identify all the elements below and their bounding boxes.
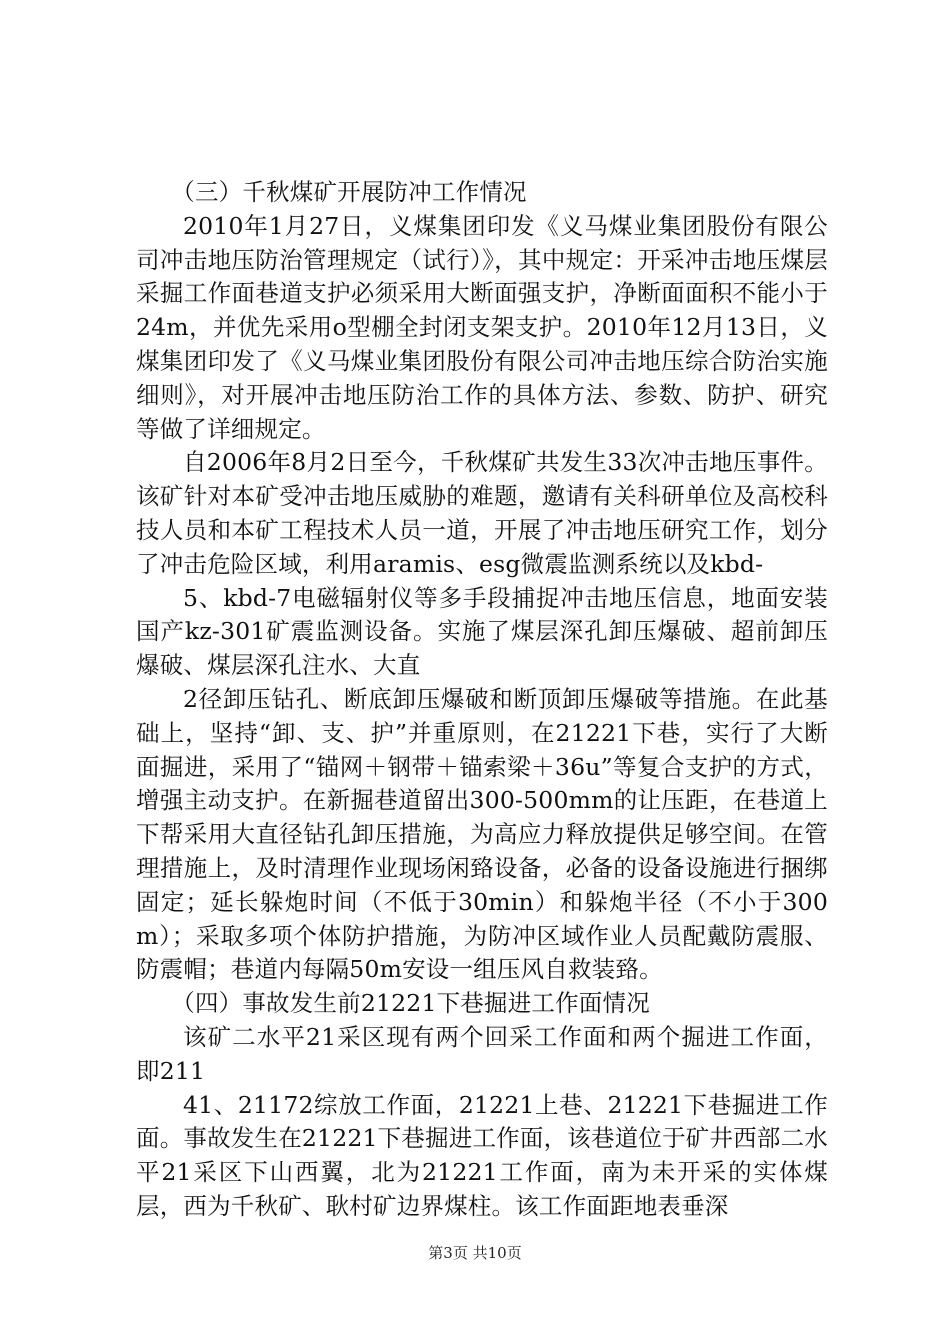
paragraph-location: 41、21172综放工作面，21221上巷、21221下巷掘进工作面。事故发生在21221下巷掘进工作面，该巷道位于矿井西部二水平21采区下山西翼，北为21221工作面，南为未开采的实体煤层，西为千秋矿、耿村矿边界煤柱。该工作面距地表垂深 xyxy=(136,1090,828,1220)
page-number-footer: 第3页 共10页 xyxy=(428,1244,522,1262)
paragraph-monitoring: 5、kbd-7电磁辐射仪等多手段捕捉冲击地压信息，地面安装国产kz-301矿震监测设备。实施了煤层深孔卸压爆破、超前卸压爆破、煤层深孔注水、大直 xyxy=(136,583,828,680)
document-body xyxy=(136,176,828,1224)
paragraph-events: 自2006年8月2日至今，千秋煤矿共发生33次冲击地压事件。该矿针对本矿受冲击地压威胁的难题，邀请有关科研单位及高校科技人员和本矿工程技术人员一道，开展了冲击地压研究工作，划分了冲击危险区域，利用aramis、esg微震监测系统以及kbd- xyxy=(136,448,828,578)
section-heading-4: （四）事故发生前21221下巷掘进工作面情况 xyxy=(171,989,650,1018)
paragraph-regulations: 2010年1月27日，义煤集团印发《义马煤业集团股份有限公司冲击地压防治管理规定（试行）》，其中规定：开采冲击地压煤层采掘工作面巷道支护必须采用大断面强支护，净断面面积不能小于24m，并优先采用o型棚全封闭支架支护。2010年12月13日，义煤集团印发了《义马煤业集团股份有限公司冲击地压综合防治实施细则》，对开展冲击地压防治工作的具体方法、参数、防护、研究等做了详细规定。 xyxy=(136,211,828,443)
section-heading-3: （三）千秋煤矿开展防冲工作情况 xyxy=(171,178,527,206)
paragraph-work-faces: 该矿二水平21采区现有两个回采工作面和两个掘进工作面，即211 xyxy=(136,1022,828,1085)
paragraph-measures: 2径卸压钻孔、断底卸压爆破和断顶卸压爆破等措施。在此基础上，坚持“卸、支、护”并重原则，在21221下巷，实行了大断面掘进，采用了“锚网＋钢带＋锚索梁＋36u”等复合支护的方式，增强主动支护。在新掘巷道留出300-500mm的让压距，在巷道上下帮采用大直径钻孔卸压措施，为高应力释放提供足够空间。在管理措施上，及时清理作业现场闲臵设备，必备的设备设施进行捆绑固定；延长躲炮时间（不低于30min）和躲炮半径（不小于300m）；采取多项个体防护措施，为防冲区域作业人员配戴防震服、防震帽；巷道内每隔50m安设一组压风自救装臵。 xyxy=(136,684,828,984)
